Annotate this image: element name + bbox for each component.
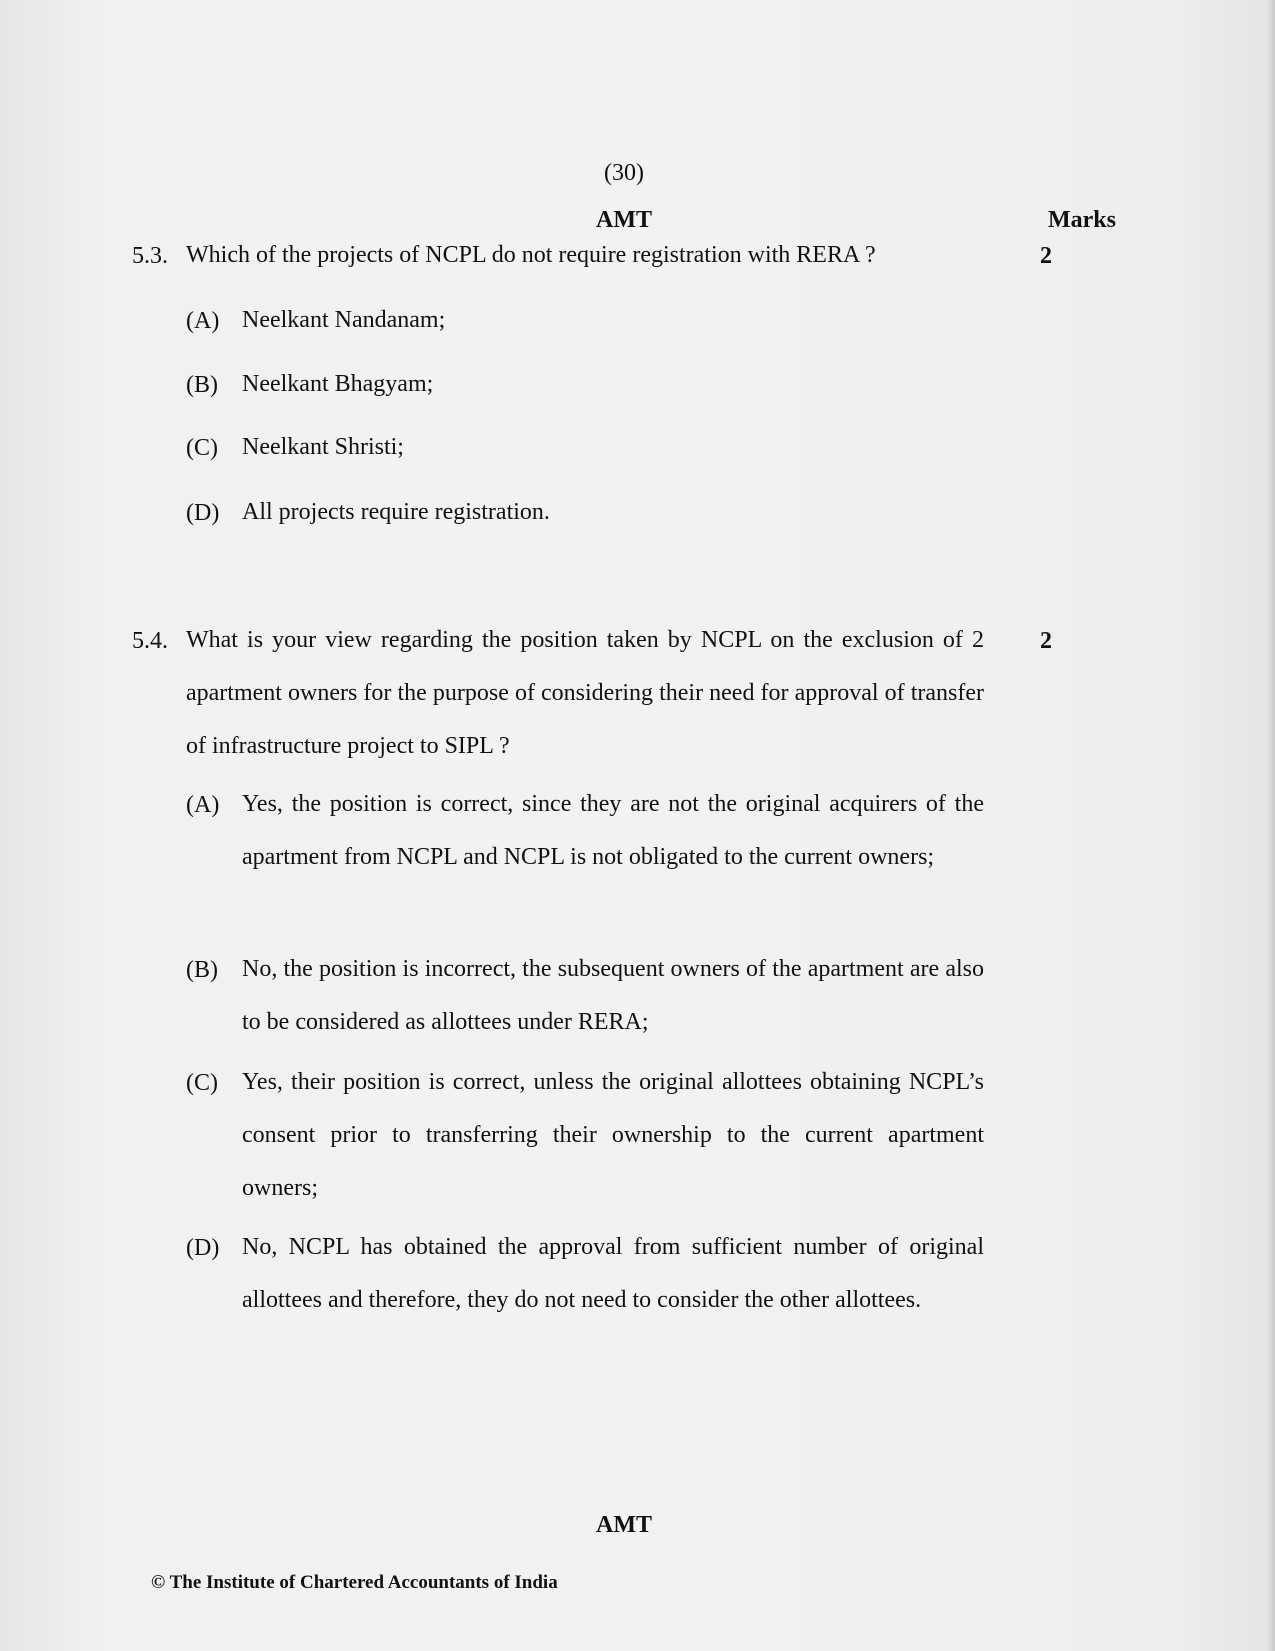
marks-column-label: Marks	[1048, 207, 1116, 233]
option-text: Neelkant Nandanam;	[242, 307, 446, 333]
footer-paper-code: AMT	[596, 1512, 652, 1538]
option-text: Yes, the position is correct, since they are not the original acquirers of the apartment from NCPL and NCPL is not obligated to the current owners;	[242, 791, 984, 870]
option-text: All projects require registration.	[242, 499, 550, 525]
option-text: Neelkant Shristi;	[242, 434, 404, 460]
option-text: No, the position is incorrect, the subsequent owners of the apartment are also to be considered as allottees under RERA;	[242, 956, 984, 1035]
question-text: What is your view regarding the position taken by NCPL on the exclusion of 2 apartment owners for the purpose of considering their need for approval of transfer of infrastructure project to SIPL ?	[186, 627, 984, 759]
question-number: 5.4.	[132, 628, 168, 654]
header-paper-code: AMT	[596, 207, 652, 233]
question-marks: 2	[1040, 243, 1052, 269]
question-marks: 2	[1040, 628, 1052, 654]
question-number: 5.3.	[132, 243, 168, 269]
page-edge-shadow	[1267, 0, 1275, 1651]
question-text: Which of the projects of NCPL do not require registration with RERA ?	[186, 242, 876, 268]
option-letter: (B)	[186, 372, 218, 398]
copyright-notice: © The Institute of Chartered Accountants of India	[151, 1572, 558, 1593]
option-letter: (A)	[186, 308, 220, 334]
option-text: No, NCPL has obtained the approval from sufficient number of original allottees and therefore, they do not need to consider the other allottees.	[242, 1234, 984, 1313]
option-letter: (B)	[186, 957, 218, 983]
option-text: Neelkant Bhagyam;	[242, 371, 434, 397]
option-letter: (A)	[186, 792, 220, 818]
option-letter: (C)	[186, 435, 218, 461]
option-text: Yes, their position is correct, unless the original allottees obtaining NCPL’s consent prior to transferring their ownership to the current apartment owners;	[242, 1069, 984, 1201]
option-letter: (D)	[186, 1235, 220, 1261]
option-letter: (C)	[186, 1070, 218, 1096]
option-letter: (D)	[186, 500, 220, 526]
page-number: (30)	[604, 160, 644, 186]
